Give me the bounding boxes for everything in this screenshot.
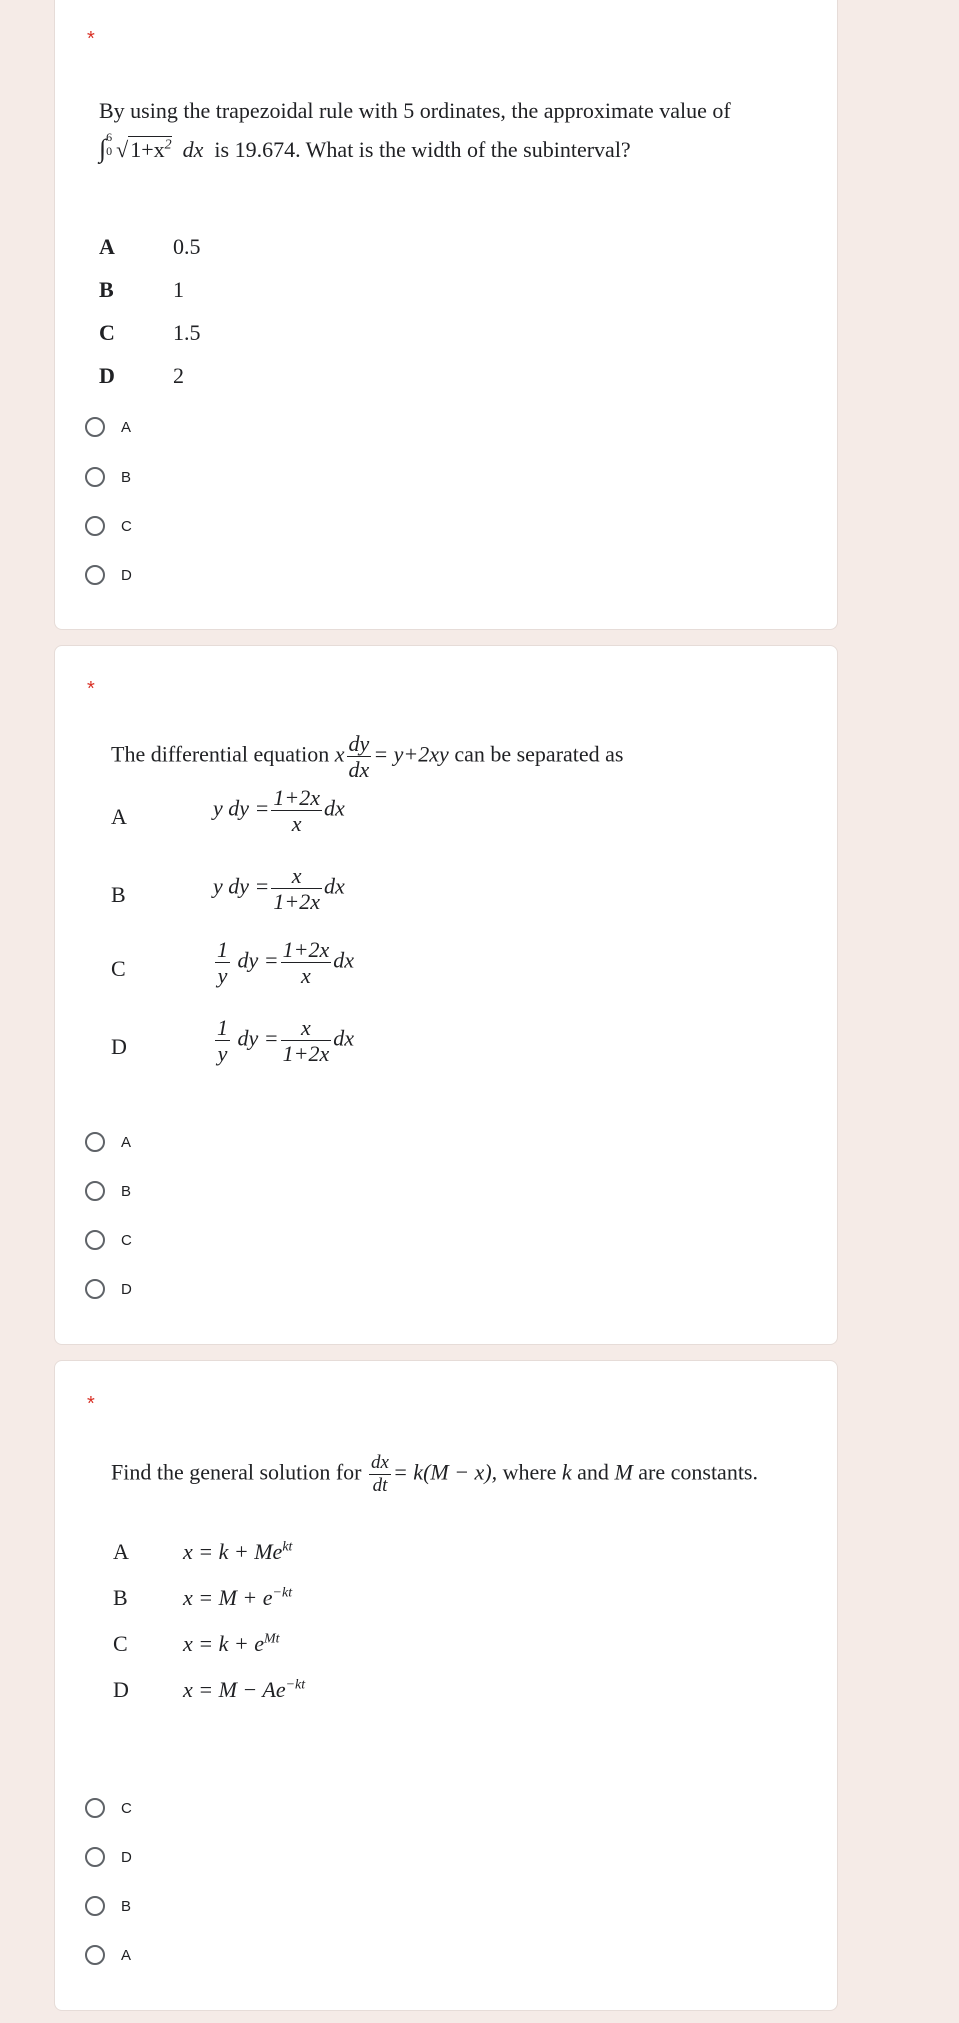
choice-b: B $x = M + e^{-kt}$ — [113, 1585, 293, 1610]
integral-sign: ∫ — [99, 134, 107, 163]
sqrt-sign: √ — [116, 137, 129, 162]
choice-c: C — [111, 956, 126, 981]
choice-d-formula: $\frac{1}{y}$ dy = $\frac{x}{1+2x}$ dx — [217, 1015, 355, 1067]
radio-circle[interactable] — [85, 1230, 105, 1250]
required-asterisk: * — [87, 28, 95, 50]
radio-circle[interactable] — [85, 1847, 105, 1867]
radio-option-d[interactable]: D — [85, 1275, 132, 1303]
choice-c-formula: $\frac{1}{y}$ dy = $\frac{1+2x}{x}$ dx — [217, 937, 355, 989]
radio-option-b[interactable]: B — [85, 463, 131, 491]
question-text: The differential equation x $\frac{dy}{dx}$ = y+2xy can be separated as — [111, 731, 624, 783]
choice-a: A — [111, 804, 127, 829]
required-asterisk: * — [87, 678, 95, 700]
question-card-1 — [54, 0, 838, 630]
radio-option-c[interactable]: C — [85, 1794, 132, 1822]
question-text: By using the trapezoidal rule with 5 ordinates, the approximate value of — [99, 98, 731, 123]
radio-circle[interactable] — [85, 1132, 105, 1152]
radio-circle[interactable] — [85, 1896, 105, 1916]
radio-option-c[interactable]: C — [85, 512, 132, 540]
radio-option-a[interactable]: A — [85, 413, 131, 441]
radio-circle[interactable] — [85, 1279, 105, 1299]
radio-option-c[interactable]: C — [85, 1226, 132, 1254]
choice-d: D — [111, 1034, 127, 1059]
question-formula: ∫ 6 0 $√1+x^2$ dx is 19.674. What is the width of the subinterval? — [99, 130, 631, 163]
radio-option-a[interactable]: A — [85, 1128, 131, 1156]
choice-b-formula: y dy = $\frac{x}{1+2x}$ dx — [213, 863, 345, 915]
choice-a: A 0.5 — [99, 234, 201, 259]
question-card-3 — [54, 1360, 838, 2011]
choice-b: B — [111, 882, 126, 907]
choice-a: A $x = k + Me^{kt}$ — [113, 1539, 293, 1564]
choice-a-formula: y dy = $\frac{1+2x}{x}$ dx — [213, 785, 345, 837]
radio-circle[interactable] — [85, 565, 105, 585]
required-asterisk: * — [87, 1393, 95, 1415]
choice-c: C 1.5 — [99, 320, 201, 345]
radio-option-d[interactable]: D — [85, 1843, 132, 1871]
radio-circle[interactable] — [85, 467, 105, 487]
choice-d: D $x = M - Ae^{-kt}$ — [113, 1677, 306, 1702]
question-card-2 — [54, 645, 838, 1345]
question-text: Find the general solution for $\frac{dx}{dt}$ = k(M − x), where k and M are constants. — [111, 1452, 758, 1496]
radio-option-b[interactable]: B — [85, 1892, 131, 1920]
radio-option-b[interactable]: B — [85, 1177, 131, 1205]
choice-b: B 1 — [99, 277, 184, 302]
radio-circle[interactable] — [85, 1798, 105, 1818]
radio-circle[interactable] — [85, 1181, 105, 1201]
radio-circle[interactable] — [85, 417, 105, 437]
radio-circle[interactable] — [85, 1945, 105, 1965]
radio-option-d[interactable]: D — [85, 561, 132, 589]
radio-circle[interactable] — [85, 516, 105, 536]
choice-d: D 2 — [99, 363, 184, 388]
radio-option-a[interactable]: A — [85, 1941, 131, 1969]
choice-c: C $x = k + e^{Mt}$ — [113, 1631, 280, 1656]
